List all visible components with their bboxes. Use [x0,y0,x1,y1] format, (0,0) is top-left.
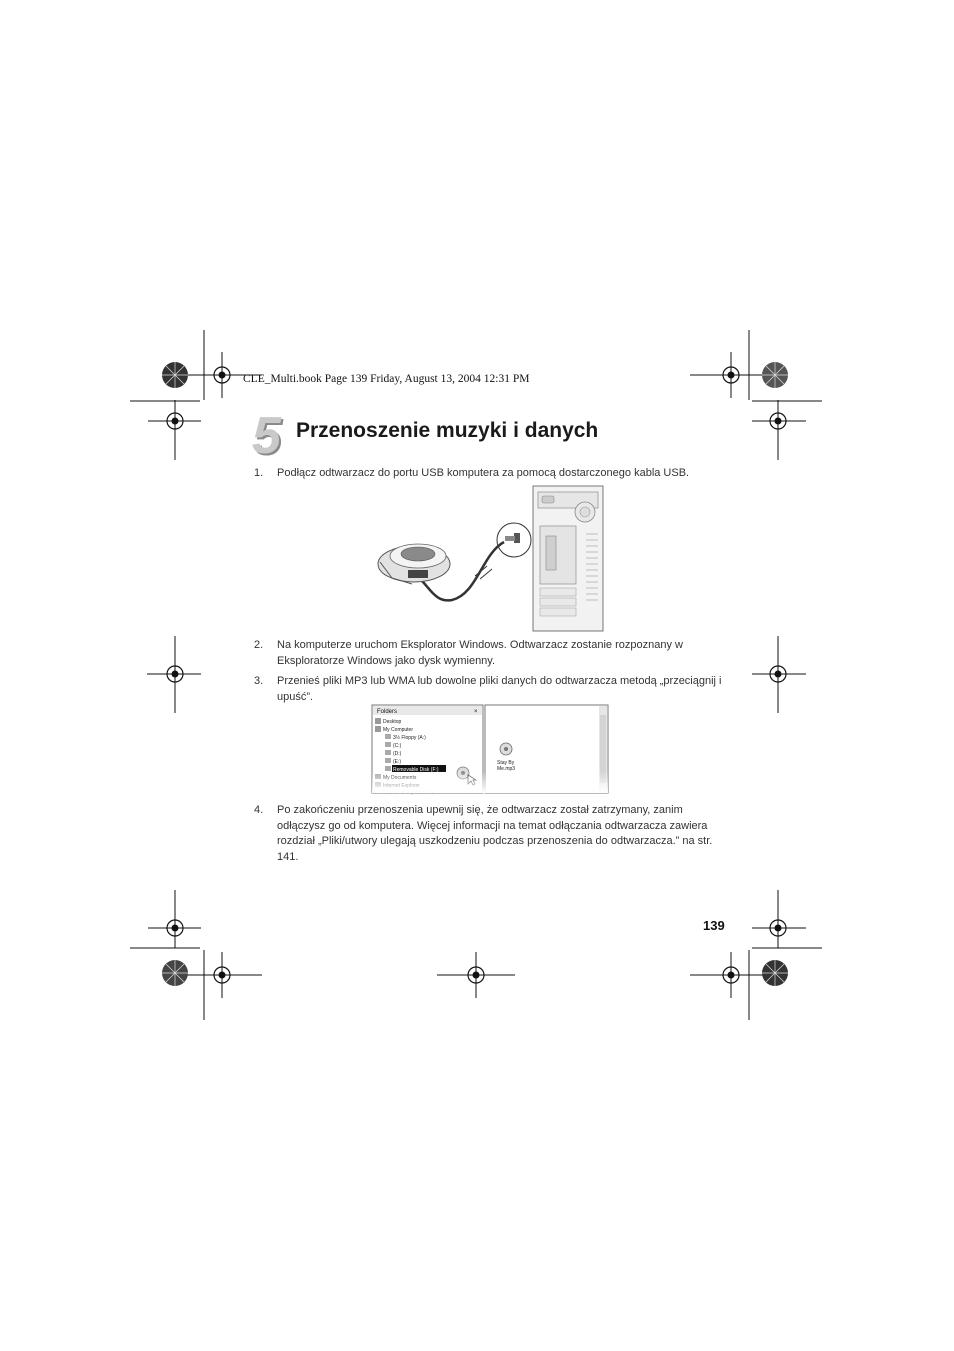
usb-connection-illustration [372,484,632,634]
step-text: Na komputerze uruchom Eksplorator Windows. Odtwarzacz zostanie rozpoznany w Eksploratorze Windows jako dysk wymienny. [277,639,683,667]
chapter-number: 5 [252,407,281,465]
usb-port-icon [497,523,531,557]
step-text: Po zakończeniu przenoszenia upewnij się, że odtwarzacz został zatrzymany, zanim odłączysz go od komputera. Więcej informacji na temat odłączania odtwarzacza zawiera rozdział „Pliki/utwory ulegają uszkodzeniu podczas przenoszenia do odtwarzacza.” na str. 141. [277,804,713,863]
print-header: CLE_Multi.book Page 139 Friday, August 13, 2004 12:31 PM [243,373,530,385]
step-number: 4. [254,804,264,816]
step-number: 2. [254,639,264,651]
step-text: Przenieś pliki MP3 lub WMA lub dowolne pliki danych do odtwarzacza metodą „przeciągnij i upuść”. [277,675,722,703]
step-number: 1. [254,467,264,479]
step-number: 3. [254,675,264,687]
step-text: Podłącz odtwarzacz do portu USB komputera za pomocą dostarczonego kabla USB. [277,467,690,479]
page-number: 139 [703,918,725,933]
explorer-screenshot [372,705,608,793]
music-player-icon [378,544,450,584]
pc-tower-icon [533,486,603,631]
page-title: Przenoszenie muzyki i danych [296,419,599,442]
